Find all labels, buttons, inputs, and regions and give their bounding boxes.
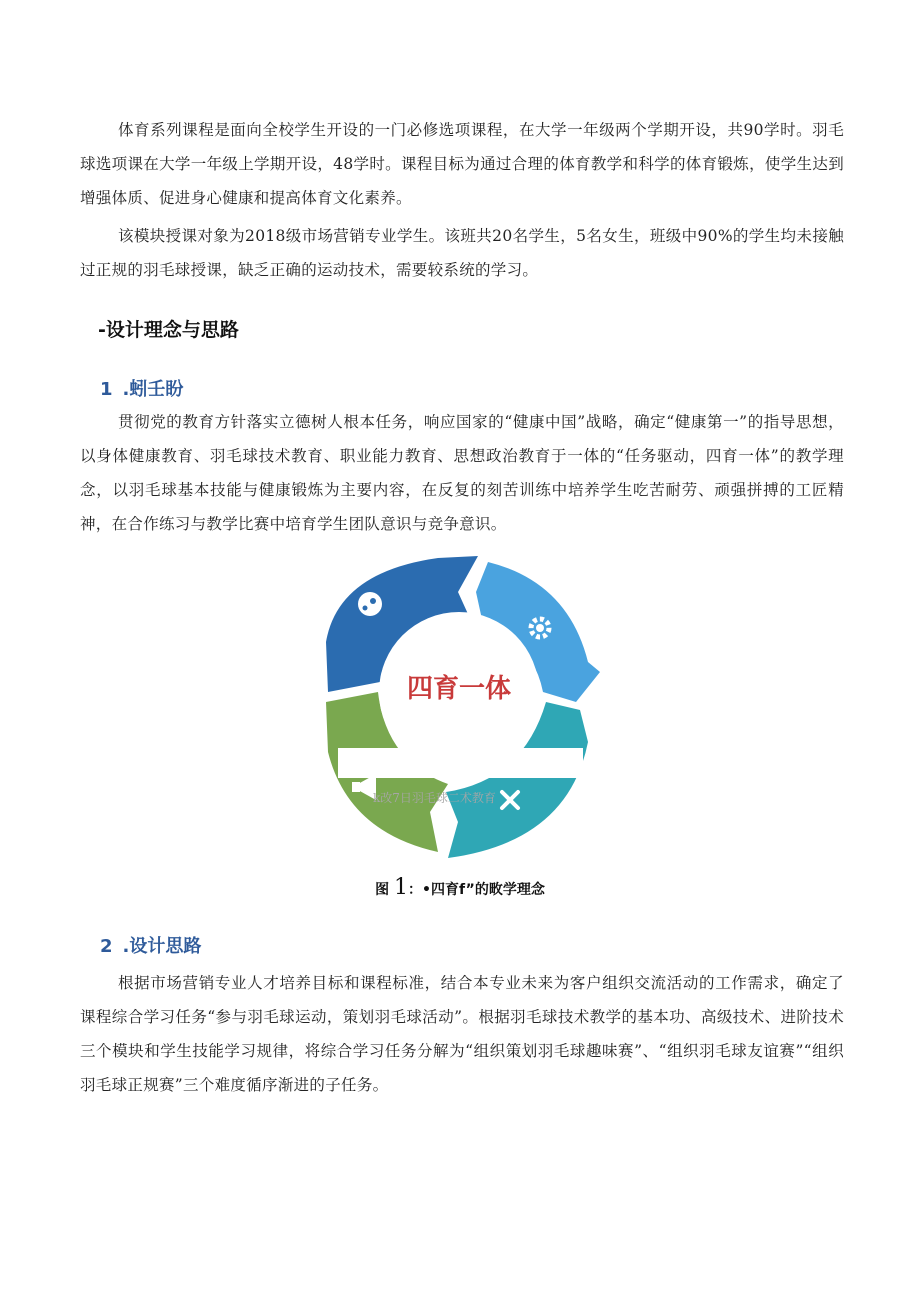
intro-paragraph: 体育系列课程是面向全校学生开设的一门必修选项课程，在大学一年级两个学期开设，共90学时。羽毛球选项课在大学一年级上学期开设，48学时。课程目标为通过合理的体育教学和科学的体育锻炼，使学生达到增强体质、促进身心健康和提高体育文化素养。: [80, 121, 844, 207]
figure-caption: [0, 875, 920, 900]
audience-paragraph: 该模块授课对象为2018级市场营销专业学生。该班共20名学生，5名女生，班级中90%的学生均未接触过正规的羽毛球授课，缺乏正确的运动技术，需要较系统的学习。: [80, 227, 844, 279]
subheading-number: 1: [100, 379, 113, 400]
subheading-number: 2: [100, 936, 113, 957]
subheading-text: .蚓壬盼: [122, 379, 184, 400]
subheading-design: [100, 932, 201, 958]
overlay-text: k改7日羽毛球二术教育: [373, 791, 496, 805]
concept-paragraph: 贯彻党的教育方针落实立德树人根本任务，响应国家的“健康中国”战略，确定“健康第一”的指导思想，以身体健康教育、羽毛球技术教育、职业能力教育、思想政治教育于一体的“任务驱动，四育一体”的教学理念，以羽毛球基本技能与健康锻炼为主要内容，在反复的刻苦训练中培养学生吃苦耐劳、顽强拼搏的工匠精神，在合作练习与教学比赛中培育学生团队意识与竞争意识。: [80, 413, 844, 533]
section-heading: -设计理念与思路: [98, 319, 239, 341]
subheading-text: .设计思路: [122, 936, 202, 957]
subheading-concept: [100, 375, 183, 401]
palette-icon: [358, 592, 382, 616]
caption-prefix: 图: [375, 882, 390, 898]
caption-number: 1: [394, 875, 409, 900]
caption-text: ：•四育f”的畋学理念: [408, 882, 545, 898]
four-education-diagram: [318, 552, 600, 864]
center-label: 四育一体: [406, 674, 512, 704]
design-paragraph: 根据市场营销专业人才培养目标和课程标准，结合本专业未来为客户组织交流活动的工作需求，确定了课程综合学习任务“参与羽毛球运动，策划羽毛球活动”。根据羽毛球技术教学的基本功、高级技术、进阶技术三个模块和学生技能学习规律，将综合学习任务分解为“组织策划羽毛球趣味赛”、“组织羽毛球友谊赛”“组织羽毛球正规赛”三个难度循序渐进的子任务。: [80, 974, 844, 1094]
